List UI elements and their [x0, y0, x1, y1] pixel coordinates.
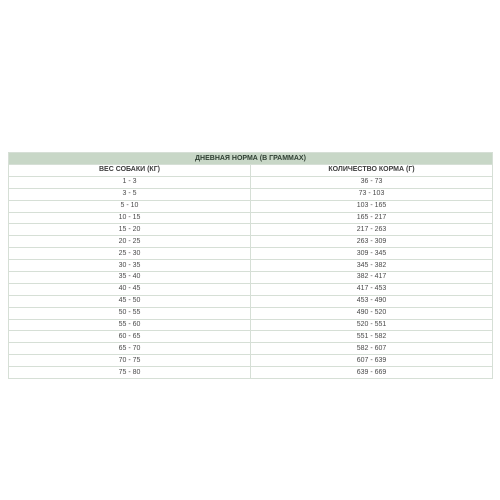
weight-cell: 30 - 35	[9, 260, 251, 272]
amount-column-header: КОЛИЧЕСТВО КОРМА (Г)	[251, 165, 493, 177]
table-row	[9, 272, 493, 284]
table-title: ДНЕВНАЯ НОРМА (В ГРАММАХ)	[9, 153, 493, 165]
weight-cell: 35 - 40	[9, 272, 251, 284]
weight-cell: 60 - 65	[9, 331, 251, 343]
weight-cell: 15 - 20	[9, 224, 251, 236]
weight-cell: 70 - 75	[9, 355, 251, 367]
table-row	[9, 307, 493, 319]
amount-cell: 382 - 417	[251, 272, 493, 284]
weight-column-header: ВЕС СОБАКИ (КГ)	[9, 165, 251, 177]
amount-cell: 520 - 551	[251, 319, 493, 331]
table-row	[9, 188, 493, 200]
table-row	[9, 224, 493, 236]
amount-cell: 639 - 669	[251, 367, 493, 379]
weight-cell: 50 - 55	[9, 307, 251, 319]
amount-cell: 263 - 309	[251, 236, 493, 248]
amount-cell: 309 - 345	[251, 248, 493, 260]
amount-cell: 417 - 453	[251, 283, 493, 295]
amount-cell: 165 - 217	[251, 212, 493, 224]
amount-cell: 36 - 73	[251, 176, 493, 188]
amount-cell: 582 - 607	[251, 343, 493, 355]
amount-cell: 453 - 490	[251, 295, 493, 307]
weight-cell: 3 - 5	[9, 188, 251, 200]
weight-cell: 25 - 30	[9, 248, 251, 260]
weight-cell: 75 - 80	[9, 367, 251, 379]
header-row	[9, 165, 493, 177]
table-row	[9, 236, 493, 248]
weight-cell: 45 - 50	[9, 295, 251, 307]
table-body	[9, 176, 493, 378]
table-row	[9, 248, 493, 260]
table-row	[9, 319, 493, 331]
feeding-table	[8, 152, 493, 379]
table-row	[9, 260, 493, 272]
amount-cell: 217 - 263	[251, 224, 493, 236]
weight-cell: 65 - 70	[9, 343, 251, 355]
table-row	[9, 283, 493, 295]
amount-cell: 345 - 382	[251, 260, 493, 272]
weight-cell: 5 - 10	[9, 200, 251, 212]
amount-cell: 103 - 165	[251, 200, 493, 212]
table-row	[9, 355, 493, 367]
amount-cell: 551 - 582	[251, 331, 493, 343]
weight-cell: 10 - 15	[9, 212, 251, 224]
weight-cell: 20 - 25	[9, 236, 251, 248]
weight-cell: 40 - 45	[9, 283, 251, 295]
table-row	[9, 343, 493, 355]
table-row	[9, 200, 493, 212]
table-row	[9, 212, 493, 224]
table-row	[9, 176, 493, 188]
table-row	[9, 295, 493, 307]
amount-cell: 607 - 639	[251, 355, 493, 367]
weight-cell: 1 - 3	[9, 176, 251, 188]
amount-cell: 73 - 103	[251, 188, 493, 200]
amount-cell: 490 - 520	[251, 307, 493, 319]
table-row	[9, 367, 493, 379]
weight-cell: 55 - 60	[9, 319, 251, 331]
title-row	[9, 153, 493, 165]
table-row	[9, 331, 493, 343]
